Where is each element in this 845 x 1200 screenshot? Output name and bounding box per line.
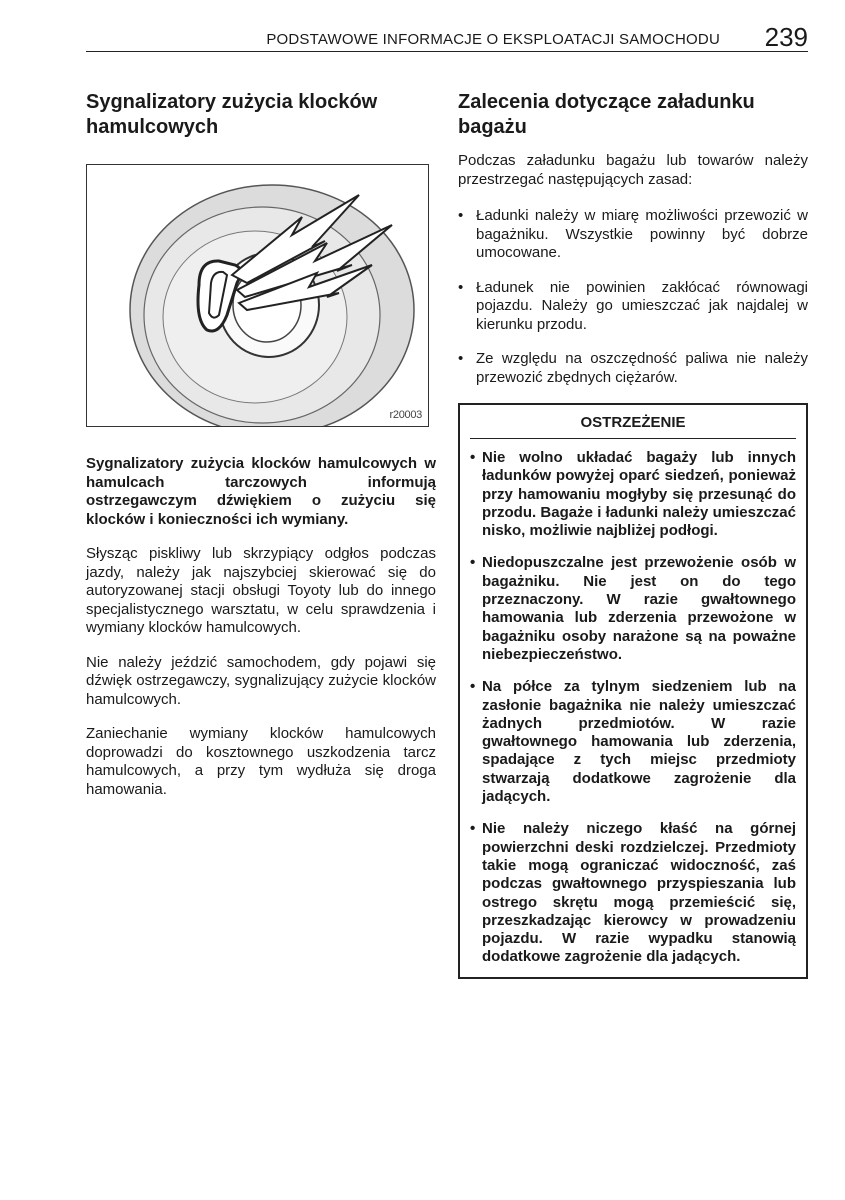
warning-list [470, 449, 796, 967]
warning-item: • Nie należy niczego kłaść na górnej powierzchni deski rozdzielczej. Przedmioty takie mogą ograniczać widoczność, zaś podczas gwałtownego przyspieszania lub ostrego skrętu mogą przemieścić się, przeszkadzając kierowcy w prowadzeniu pojazdu. W razie wypadku stanowią dodatkowe zagrożenie dla jadących. [470, 820, 796, 966]
left-column [86, 90, 436, 799]
paragraph: Nie należy jeździć samochodem, gdy pojawi się dźwięk ostrzegawczy, sygnalizujący zużycie klocków hamulcowych. [86, 653, 436, 708]
brake-wear-indicator-illustration [87, 165, 429, 427]
luggage-heading: Zalecenia dotyczące załadunku bagażu [458, 91, 755, 138]
list-item: • Ładunki należy w miarę możliwości przewozić w bagażniku. Wszystkie powinny być dobrze umocowane. [458, 207, 808, 263]
warning-item: • Niedopuszczalne jest przewożenie osób w bagażniku. Nie jest on do tego przeznaczony. W razie gwałtownego hamowania lub zderzenia przewożone w bagażniku osoby narażone są na poważne niebezpieczeństwo. [470, 554, 796, 664]
warning-item: • Na półce za tylnym siedzeniem lub na zasłonie bagażnika nie należy umieszczać żadnych przedmiotów. W razie gwałtownego hamowania lub zderzenia, spadające z tych miejsc przedmioty stwarzają dodatkowe zagrożenie dla jadących. [470, 678, 796, 806]
warning-title: OSTRZEŻENIE [470, 405, 796, 439]
paragraph: Zaniechanie wymiany klocków hamulcowych doprowadzi do kosztownego uszkodzenia tarcz hamulcowych, a przy tym wydłuża się droga hamowania. [86, 725, 436, 798]
list-item: • Ładunek nie powinien zakłócać równowagi pojazdu. Należy go umieszczać jak najdalej w kierunku przodu. [458, 279, 808, 335]
brake-indicator-heading: Sygnalizatory zużycia klocków hamulcowych [86, 91, 378, 138]
paragraph: Słysząc piskliwy lub skrzypiący odgłos podczas jazdy, należy jak najszybciej skierować się do autoryzowanej stacji obsługi Toyoty lub do innego specjalistycznego warsztatu, w celu sprawdzenia i wymiany klocków hamulcowych. [86, 545, 436, 636]
header-rule [86, 51, 808, 52]
luggage-rules-list [458, 207, 808, 387]
running-header-title: PODSTAWOWE INFORMACJE O EKSPLOATACJI SAMOCHODU [266, 31, 720, 48]
warning-item: • Nie wolno układać bagaży lub innych ładunków powyżej oparć siedzeń, ponieważ przy hamowaniu mogłyby się przesunąć do przodu. Bagaże i ładunki należy umieszczać nisko, możliwie najbliżej podłogi. [470, 449, 796, 540]
warning-box [458, 403, 808, 979]
luggage-intro: Podczas załadunku bagażu lub towarów należy przestrzegać następujących zasad: [458, 152, 808, 188]
figure-code: r20003 [389, 409, 422, 421]
page-header [86, 22, 808, 52]
right-column [458, 90, 808, 979]
brake-indicator-lead: Sygnalizatory zużycia klocków hamulcowych w hamulcach tarczowych informują ostrzegawczym dźwiękiem o zużyciu się klocków i konieczności ich wymiany. [86, 455, 436, 528]
page-number: 239 [764, 22, 808, 52]
brake-wear-figure [86, 164, 429, 427]
list-item: • Ze względu na oszczędność paliwa nie należy przewozić zbędnych ciężarów. [458, 350, 808, 387]
